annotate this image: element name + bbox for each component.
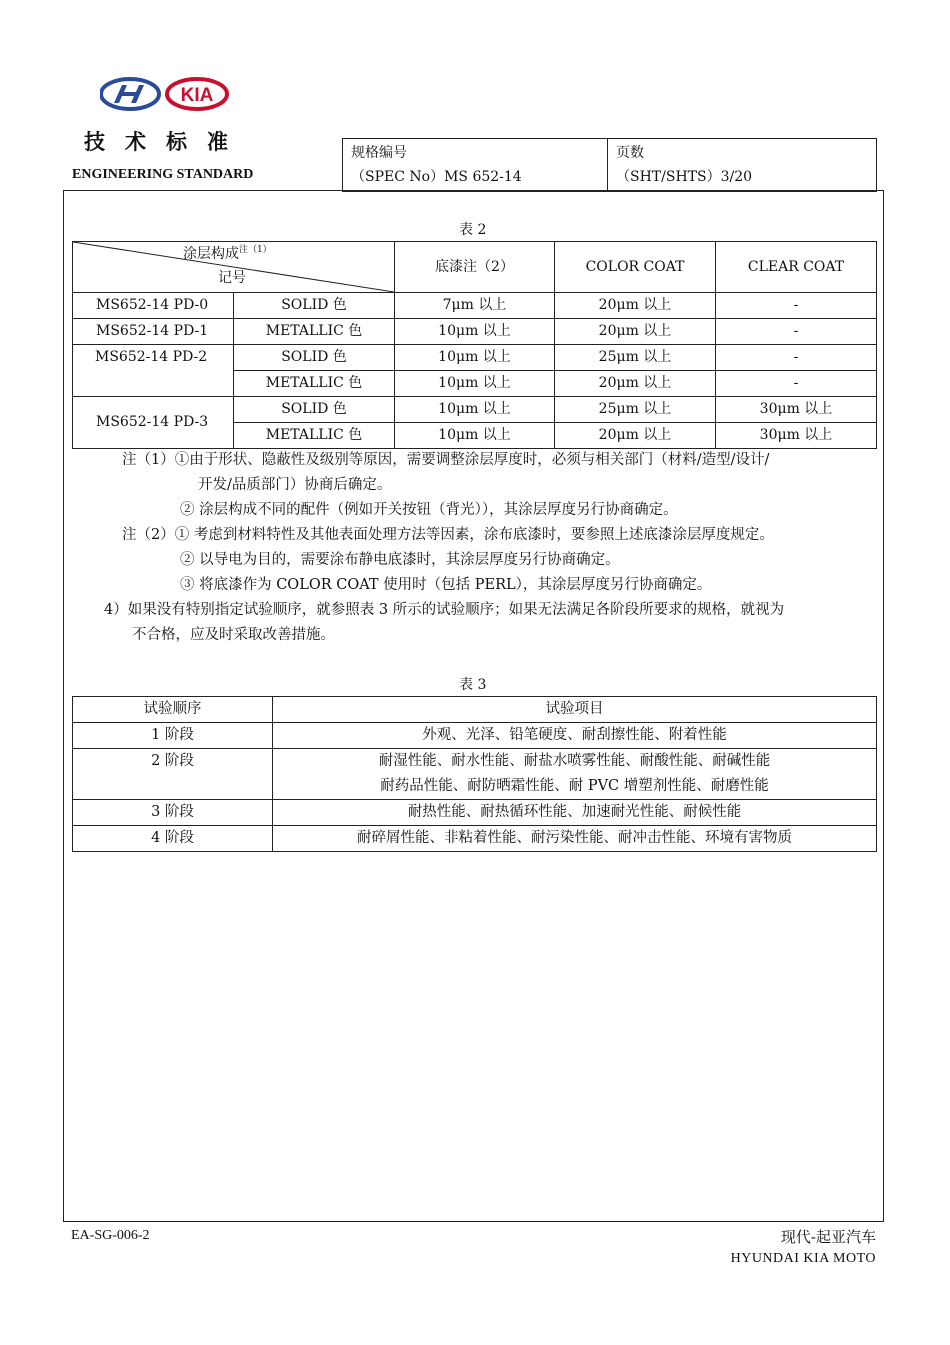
table-row: [73, 800, 877, 826]
page-value: （SHT/SHTS）3/20: [616, 169, 753, 185]
spec-info-table: [342, 138, 877, 192]
stage-label: 1 阶段: [73, 723, 273, 749]
company-name-cn: 现代-起亚汽车: [780, 1228, 876, 1246]
row-primer: 10μm 以上: [395, 397, 555, 423]
note-1a: 注（1）①由于形状、隐蔽性及级别等原因，需要调整涂层厚度时，必须与相关部门（材料/造型/设计/: [122, 452, 770, 468]
row-type: SOLID 色: [234, 345, 395, 371]
page-label: 页数: [616, 145, 644, 161]
row-primer: 10μm 以上: [395, 371, 555, 397]
stage-items: 耐碎屑性能、非粘着性能、耐污染性能、耐冲击性能、环境有害物质: [273, 826, 877, 852]
type-stack: [234, 293, 395, 345]
spec-value: （SPEC No）MS 652-14: [351, 169, 522, 185]
row-primer: 10μm 以上: [395, 319, 555, 345]
row-clear: 30μm 以上: [716, 423, 877, 449]
row-code: MS652-14 PD-1: [73, 319, 234, 345]
row-color: 20μm 以上: [555, 293, 716, 319]
row-color: 25μm 以上: [555, 345, 716, 371]
stage-items-multi: [273, 749, 877, 800]
paragraph-4: 4）如果没有特别指定试验顺序，就参照表 3 所示的试验顺序；如果无法满足各阶段所要求的规格，就视为: [104, 602, 785, 618]
company-name-en: HYUNDAI KIA MOTO: [730, 1251, 876, 1266]
row-color: 20μm 以上: [555, 423, 716, 449]
row-code: MS652-14 PD-3: [73, 397, 234, 449]
col-test-order: 试验顺序: [73, 697, 273, 723]
row-code: MS652-14 PD-0: [73, 293, 234, 319]
note-2b: ② 以导电为目的，需要涂布静电底漆时，其涂层厚度另行协商确定。: [180, 552, 620, 568]
col-test-items: 试验项目: [273, 697, 877, 723]
row-type: METALLIC 色: [234, 371, 395, 397]
row-clear: -: [716, 319, 877, 345]
stage-label: 4 阶段: [73, 826, 273, 852]
stage-label: 3 阶段: [73, 800, 273, 826]
note-1a-cont: 开发/品质部门）协商后确定。: [198, 477, 392, 493]
kia-logo-text: KIA: [180, 85, 214, 106]
table-row: [73, 345, 877, 371]
title-cn: 技术标准: [84, 129, 248, 154]
note-2c: ③ 将底漆作为 COLOR COAT 使用时（包括 PERL），其涂层厚度另行协商确定。: [180, 577, 712, 593]
col-color-coat: COLOR COAT: [555, 242, 716, 293]
diagonal-header-cell: [73, 242, 395, 293]
table-row: [73, 319, 877, 345]
row-type: METALLIC 色: [234, 423, 395, 449]
row-primer: 7μm 以上: [395, 293, 555, 319]
col-clear-coat: CLEAR COAT: [716, 242, 877, 293]
stage-items: 耐热性能、耐热循环性能、加速耐光性能、耐候性能: [273, 800, 877, 826]
note-1b: ② 涂层构成不同的配件（例如开关按钮（背光）），其涂层厚度另行协商确定。: [180, 502, 678, 518]
table-row: [73, 723, 877, 749]
paragraph-4-cont: 不合格，应及时采取改善措施。: [132, 627, 335, 643]
row-clear: 30μm 以上: [716, 397, 877, 423]
stage-items: 外观、光泽、铅笔硬度、耐刮擦性能、附着性能: [273, 723, 877, 749]
table2-caption: 表 2: [459, 222, 487, 238]
row-type: SOLID 色: [234, 397, 395, 423]
table3: [72, 696, 877, 852]
row-code: MS652-14 PD-2: [73, 345, 234, 397]
table2-header-row: [73, 242, 877, 293]
spec-cell: [343, 139, 608, 192]
title-en: ENGINEERING STANDARD: [72, 167, 254, 182]
hyundai-kia-logo: [100, 76, 230, 112]
row-color: 25μm 以上: [555, 397, 716, 423]
diag-top-label: [183, 243, 272, 265]
diag-top-sup: 注（1）: [239, 245, 272, 255]
spec-label: 规格编号: [351, 145, 407, 161]
table-row: [73, 397, 877, 423]
table3-header-row: [73, 697, 877, 723]
row-type: METALLIC 色: [265, 323, 363, 339]
note-2a: 注（2）① 考虑到材料特性及其他表面处理方法等因素，涂布底漆时，要参照上述底漆涂层厚度规定。: [122, 527, 774, 543]
row-type: SOLID 色: [234, 293, 394, 319]
row-primer: 10μm 以上: [395, 423, 555, 449]
table-row: [73, 293, 877, 319]
diag-bottom-label: 记号: [218, 270, 246, 286]
page-cell: [608, 139, 877, 192]
doc-code: EA-SG-006-2: [71, 1228, 150, 1243]
stage-items-line: 耐湿性能、耐水性能、耐盐水喷雾性能、耐酸性能、耐碱性能: [378, 753, 771, 769]
table-row: [73, 826, 877, 852]
table2: [72, 241, 877, 449]
row-clear: -: [716, 345, 877, 371]
table-row: [73, 749, 877, 800]
row-clear: -: [716, 293, 877, 319]
table3-caption: 表 3: [459, 677, 487, 693]
row-clear: -: [716, 371, 877, 397]
col-primer: 底漆注（2）: [395, 242, 555, 293]
stage-label: 2 阶段: [73, 749, 273, 800]
row-primer: 10μm 以上: [395, 345, 555, 371]
stage-items-line: 耐药品性能、耐防晒霜性能、耐 PVC 增塑剂性能、耐磨性能: [380, 778, 769, 794]
row-color: 20μm 以上: [555, 371, 716, 397]
row-color: 20μm 以上: [555, 319, 716, 345]
diag-top-text: 涂层构成: [183, 246, 239, 262]
